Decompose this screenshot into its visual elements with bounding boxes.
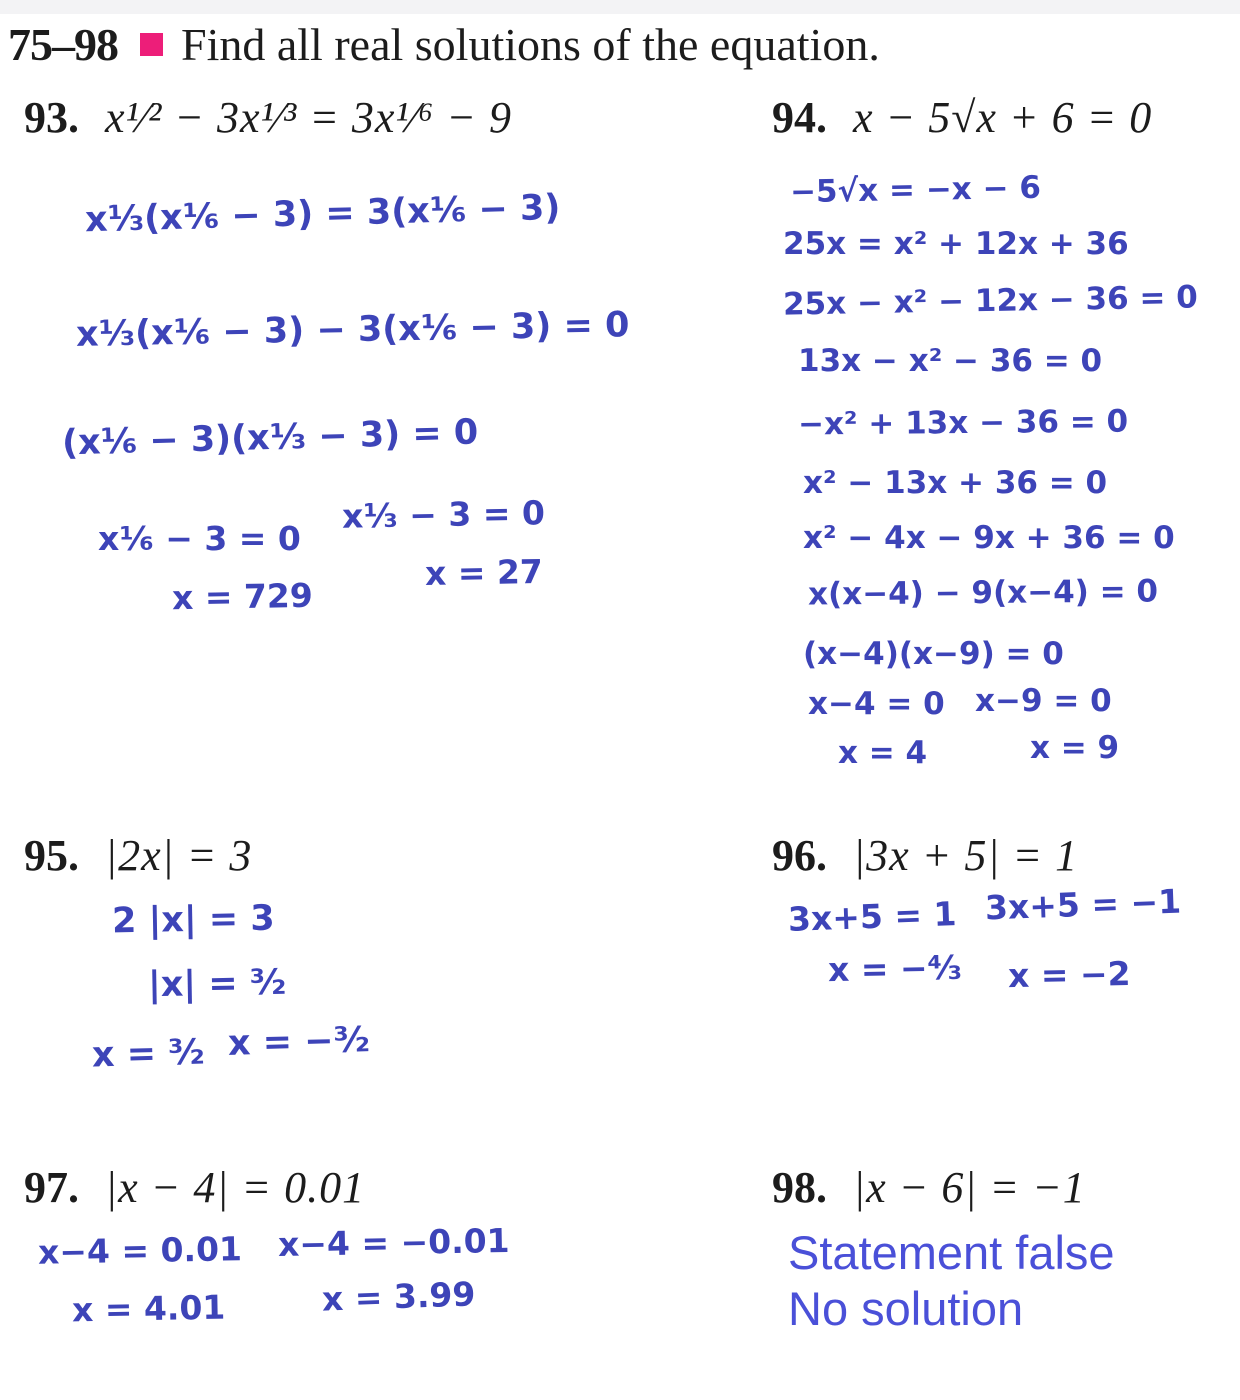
p95-work-line-1: 2 |x| = 3 [111,898,276,942]
p93-case1-solution: x = 729 [171,575,314,618]
problem-96-equation: |3x + 5| = 1 [853,831,1079,880]
p94-work-line-4: 13x − x² − 36 = 0 [798,343,1103,379]
p94-work-line-1: −5√x = −x − 6 [789,169,1042,211]
p96-case2-solution: x = −2 [1007,953,1131,996]
p94-case1-solution: x = 4 [838,735,928,771]
problem-95 [24,832,252,880]
problem-97-equation: |x − 4| = 0.01 [105,1163,366,1212]
problem-96-number: 96. [772,831,827,880]
exercise-range: 75–98 [8,19,118,70]
top-strip [0,0,1240,14]
p97-case1-equation: x−4 = 0.01 [37,1229,243,1272]
p95-work-line-2: |x| = ³⁄₂ [147,962,287,1006]
p98-answer-line-1: Statement false [788,1226,1115,1279]
problem-94 [772,94,1152,142]
p94-work-line-3: 25x − x² − 12x − 36 = 0 [782,279,1199,323]
p93-case2-equation: x¹⁄₃ − 3 = 0 [341,493,546,536]
p94-work-line-8: x(x−4) − 9(x−4) = 0 [807,573,1159,613]
p95-solution-1: x = ³⁄₂ [91,1032,206,1076]
problem-93-number: 93. [24,93,79,142]
p94-work-line-2: 25x = x² + 12x + 36 [783,226,1129,262]
p95-solution-2: x = −³⁄₂ [227,1020,371,1064]
p93-work-line-3: (x¹⁄₆ − 3)(x¹⁄₃ − 3) = 0 [61,412,479,464]
p96-case2-equation: 3x+5 = −1 [984,881,1182,928]
p93-case1-equation: x¹⁄₆ − 3 = 0 [98,519,301,558]
p94-work-line-9: (x−4)(x−9) = 0 [803,636,1064,672]
p97-case2-solution: x = 3.99 [321,1274,476,1319]
p97-case2-equation: x−4 = −0.01 [277,1220,510,1265]
exercise-instruction: Find all real solutions of the equation. [181,19,880,70]
problem-96 [772,832,1078,880]
section-bullet-icon [140,33,163,56]
problem-94-number: 94. [772,93,827,142]
p96-case1-equation: 3x+5 = 1 [787,894,958,939]
exercise-header [8,18,880,71]
p94-work-line-7: x² − 4x − 9x + 36 = 0 [803,520,1175,556]
problem-98 [772,1164,1086,1212]
problem-95-equation: |2x| = 3 [105,831,253,880]
p94-work-line-5: −x² + 13x − 36 = 0 [797,403,1129,443]
p96-case1-solution: x = −⁴⁄₃ [827,947,963,990]
p94-case1-equation: x−4 = 0 [808,686,945,722]
problem-97-number: 97. [24,1163,79,1212]
problem-94-equation: x − 5√x + 6 = 0 [853,93,1153,142]
problem-98-number: 98. [772,1163,827,1212]
p97-case1-solution: x = 4.01 [71,1287,226,1330]
problem-93 [24,94,512,142]
problem-93-equation: x¹⁄² − 3x¹⁄³ = 3x¹⁄⁶ − 9 [105,93,512,142]
p93-work-line-1: x¹⁄₃(x¹⁄₆ − 3) = 3(x¹⁄₆ − 3) [84,187,561,241]
p94-case2-solution: x = 9 [1030,730,1120,766]
p94-case2-equation: x−9 = 0 [975,683,1112,719]
p98-answer-line-2: No solution [788,1282,1024,1335]
p94-work-line-6: x² − 13x + 36 = 0 [803,465,1108,501]
p93-work-line-2: x¹⁄₃(x¹⁄₆ − 3) − 3(x¹⁄₆ − 3) = 0 [75,305,630,355]
problem-98-equation: |x − 6| = −1 [853,1163,1086,1212]
problem-95-number: 95. [24,831,79,880]
problem-97 [24,1164,365,1212]
p93-case2-solution: x = 27 [424,551,544,594]
